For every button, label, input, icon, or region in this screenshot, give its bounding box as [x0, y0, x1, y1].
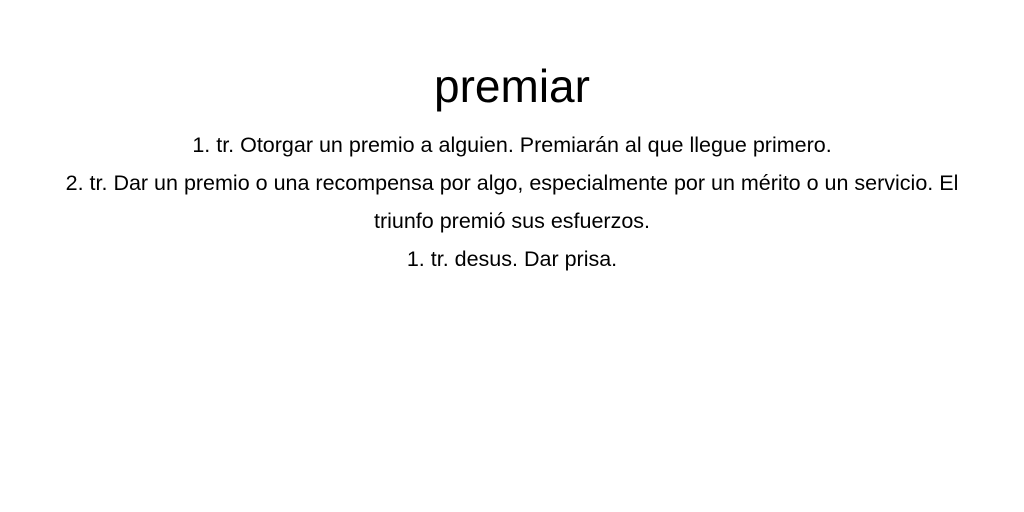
definition-list — [42, 126, 982, 278]
definition-item: 2. tr. Dar un premio o una recompensa por algo, especialmente por un mérito o un servicio. El triunfo premió sus esfuerzos. — [65, 171, 959, 233]
definition-item: 1. tr. Otorgar un premio a alguien. Premiarán al que llegue primero. — [192, 133, 832, 157]
headword: premiar — [434, 60, 590, 112]
definition-item: 1. tr. desus. Dar prisa. — [406, 247, 618, 271]
